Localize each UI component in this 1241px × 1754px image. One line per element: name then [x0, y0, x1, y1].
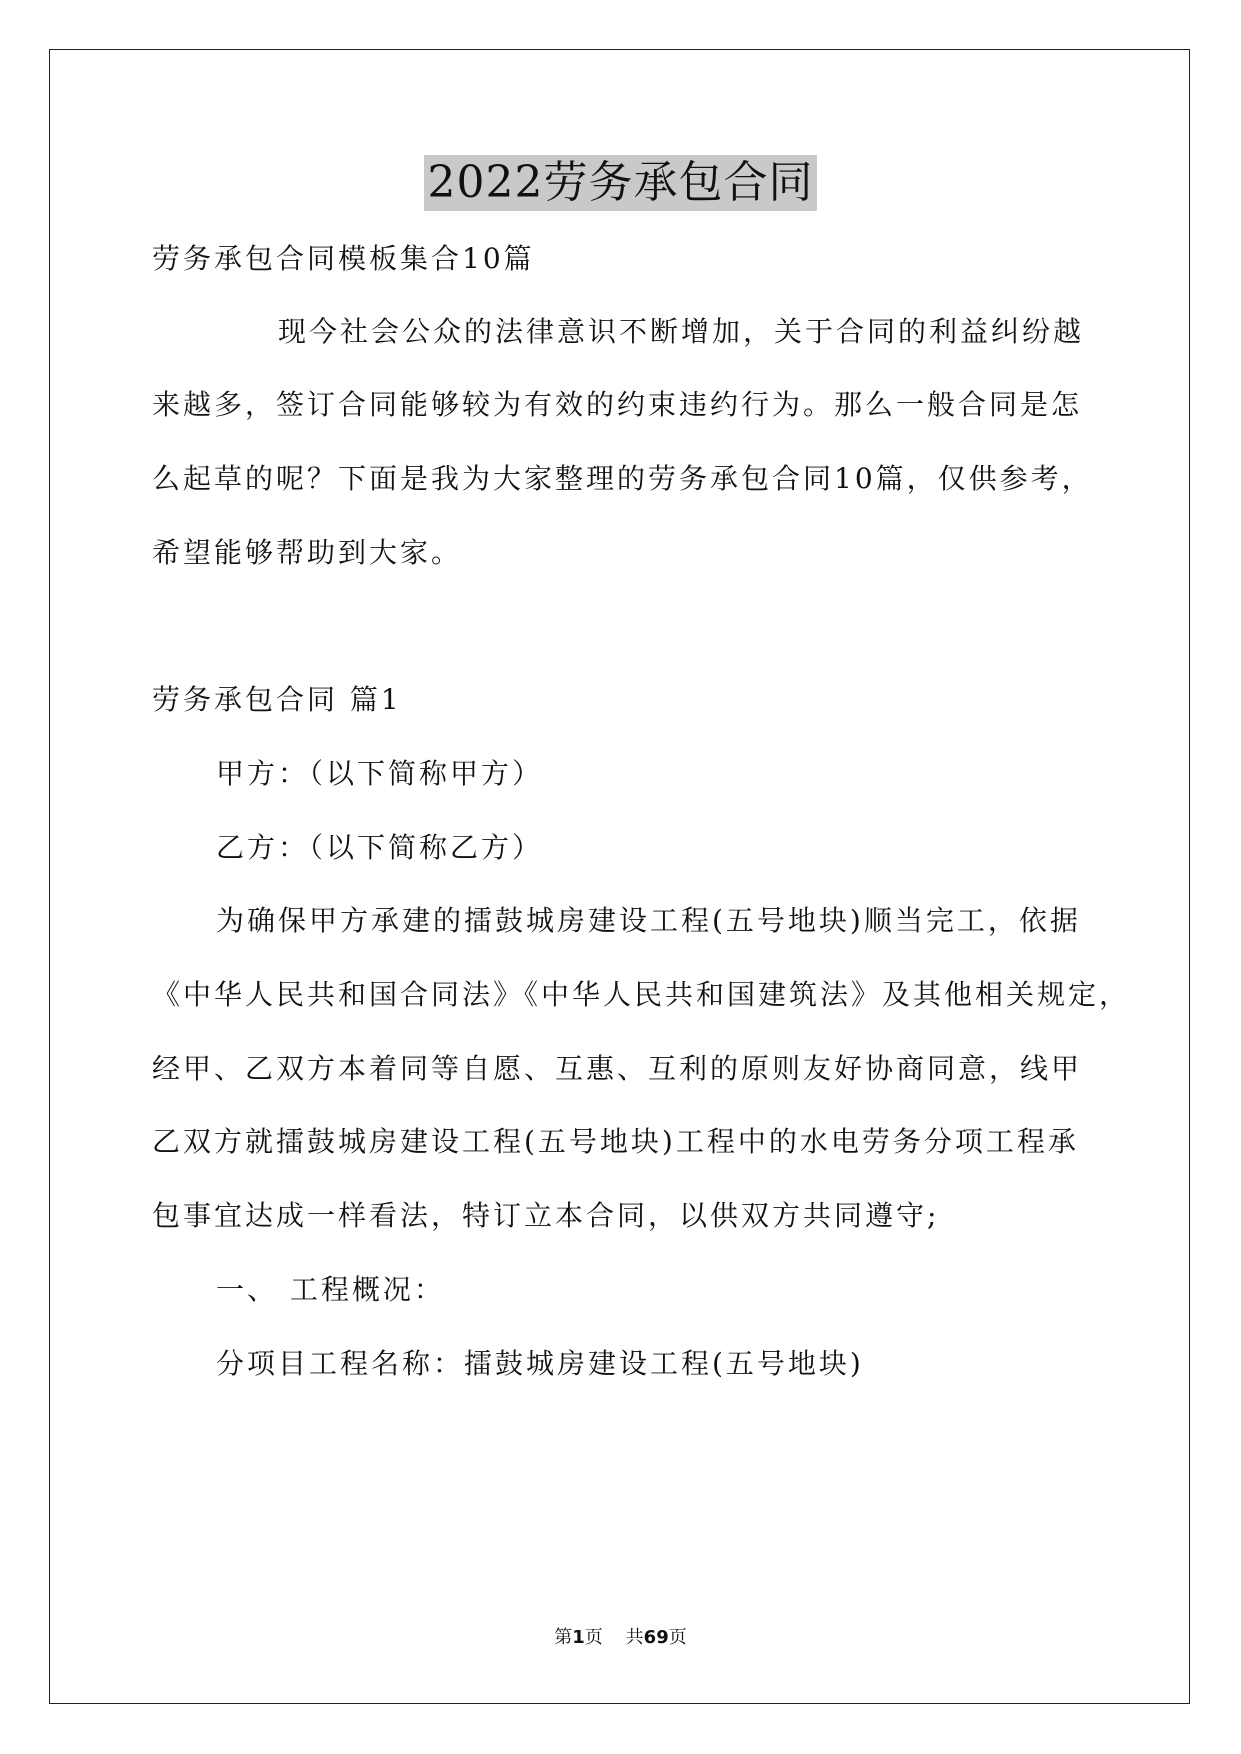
footer-prefix: 第	[554, 1627, 573, 1648]
body-line-4: 乙双方就擂鼓城房建设工程(五号地块)工程中的水电劳务分项工程承	[152, 1125, 1079, 1158]
title-container	[0, 155, 1241, 211]
intro-line-2: 来越多，签订合同能够较为有效的约束违约行为。那么一般合同是怎	[152, 388, 1083, 421]
clause-1-heading: 一、 工程概况：	[216, 1273, 445, 1306]
subtitle: 劳务承包合同模板集合10篇	[152, 242, 535, 275]
body-line-2: 《中华人民共和国合同法》《中华人民共和国建筑法》及其他相关规定，	[152, 978, 1131, 1011]
clause-1-item: 分项目工程名称：擂鼓城房建设工程(五号地块)	[216, 1347, 864, 1380]
footer-page-number: 1	[572, 1627, 585, 1648]
body-line-3: 经甲、乙双方本着同等自愿、互惠、互利的原则友好协商同意，线甲	[152, 1052, 1083, 1085]
page-border	[49, 49, 1190, 1704]
body-line-5: 包事宜达成一样看法，特订立本合同，以供双方共同遵守;	[152, 1199, 940, 1232]
footer-total-pages: 69	[643, 1627, 669, 1648]
section-heading: 劳务承包合同 篇1	[152, 683, 402, 716]
document-title: 2022劳务承包合同	[424, 155, 818, 211]
intro-line-3: 么起草的呢？下面是我为大家整理的劳务承包合同10篇，仅供参考，	[152, 462, 1093, 495]
page-footer	[0, 1626, 1241, 1650]
party-a-line: 甲方：（以下简称甲方）	[216, 757, 544, 790]
body-line-1: 为确保甲方承建的擂鼓城房建设工程(五号地块)顺当完工，依据	[216, 904, 1081, 937]
footer-middle: 页 共	[584, 1627, 644, 1648]
footer-suffix: 页	[668, 1627, 687, 1648]
intro-line-1: 现今社会公众的法律意识不断增加，关于合同的利益纠纷越	[278, 315, 1085, 348]
intro-line-4: 希望能够帮助到大家。	[152, 536, 463, 569]
party-b-line: 乙方：（以下简称乙方）	[216, 831, 544, 864]
